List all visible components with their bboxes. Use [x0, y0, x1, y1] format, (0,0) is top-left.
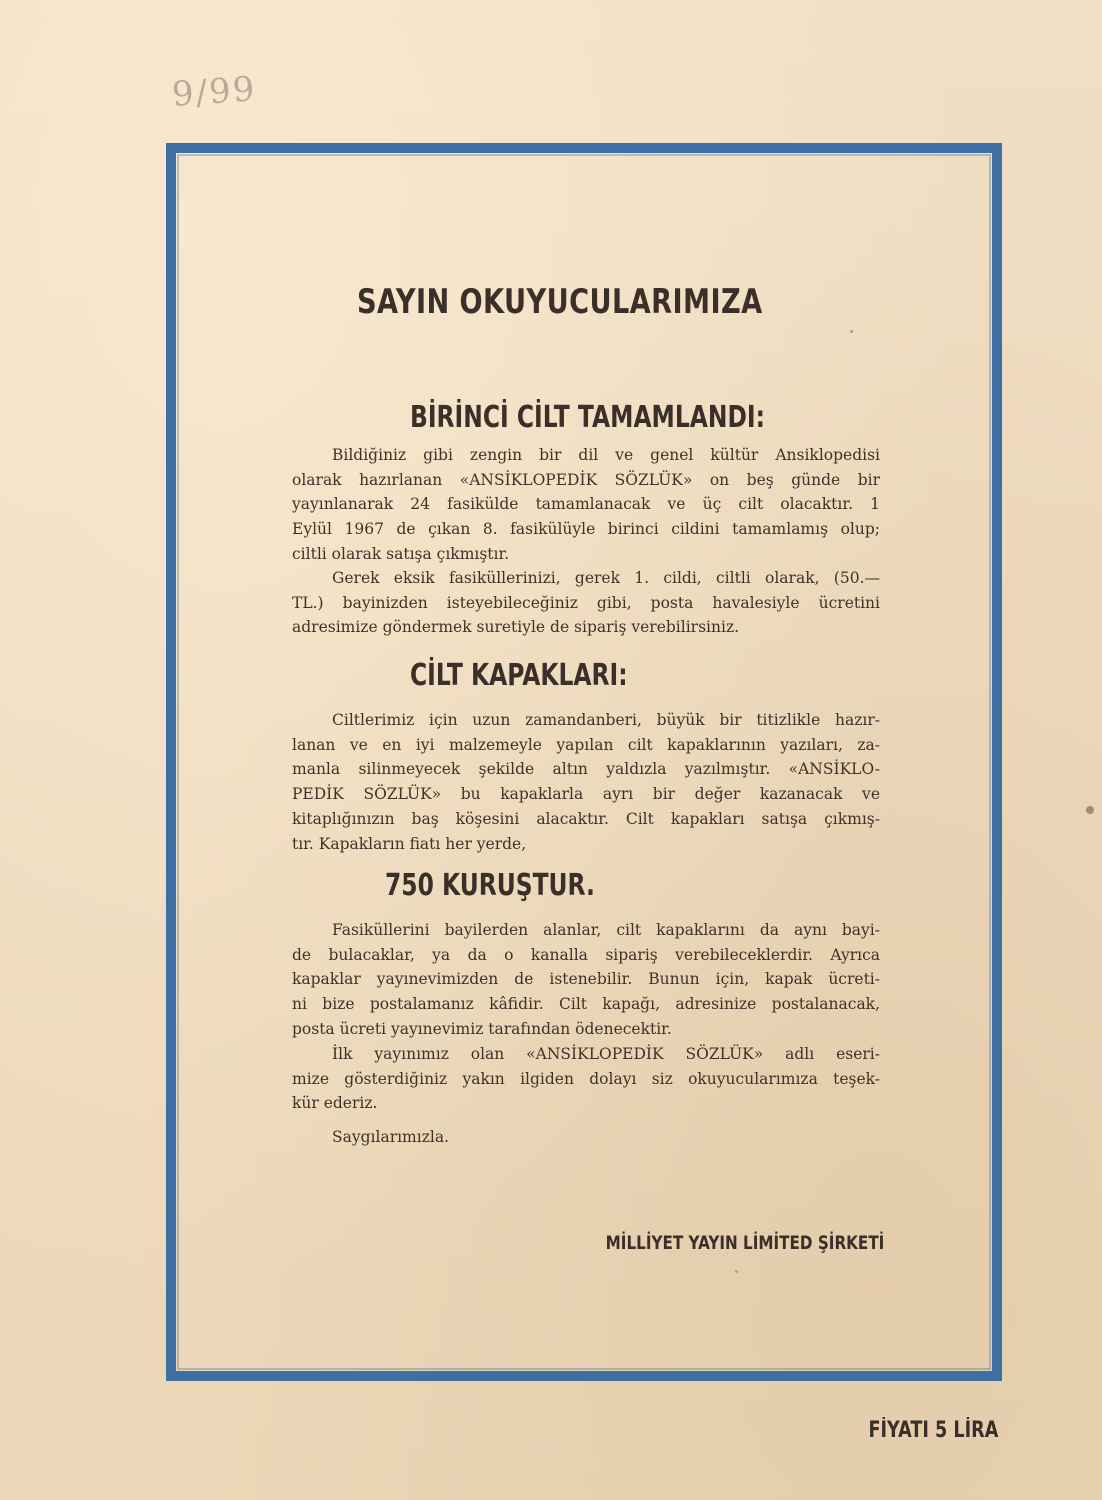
- text-line: de bulacaklar, ya da o kanalla sipariş verebileceklerdir. Ayrıca: [292, 945, 880, 964]
- text-line: İlk yayınımız olan «ANSİKLOPEDİK SÖZLÜK» adlı eseri-: [332, 1045, 880, 1063]
- text-line: posta ücreti yayınevimiz tarafından ödenecektir.: [292, 1019, 672, 1038]
- text-line: PEDİK SÖZLÜK» bu kapaklarla ayrı bir değer kazanacak ve: [292, 785, 880, 804]
- text-line: lanan ve en iyi malzemeyle yapılan cilt kapaklarının yazıları, za-: [292, 735, 880, 754]
- text-line: Bildiğiniz gibi zengin bir dil ve genel kültür Ansiklopedisi: [332, 446, 880, 464]
- text-line: Eylül 1967 de çıkan 8. fasikülüyle birinci cildini tamamlamış olup;: [292, 520, 880, 539]
- text-line: Gerek eksik fasiküllerinizi, gerek 1. cildi, ciltli olarak, (50.—: [332, 569, 880, 587]
- text-line: olarak hazırlanan «ANSİKLOPEDİK SÖZLÜK» on beş günde bir: [292, 470, 880, 489]
- text-line: mize gösterdiğiniz yakın ilgiden dolayı siz okuyucularımıza teşek-: [292, 1069, 880, 1088]
- text-line: adresimize göndermek suretiyle de sipariş verebilirsiniz.: [292, 618, 740, 637]
- closing-salutation: Saygılarımızla.: [332, 1128, 450, 1146]
- text-line: Fasiküllerini bayilerden alanlar, cilt kapaklarını da aynı bayi-: [332, 921, 880, 939]
- paragraph-ordering: [292, 566, 880, 640]
- paper-speck: [735, 1270, 738, 1273]
- paragraph-thanks: [292, 1042, 880, 1116]
- paragraph-first-volume: [292, 443, 880, 567]
- paragraph-dealers: [292, 918, 880, 1042]
- text-line: kitaplığınızın baş köşesini alacaktır. Cilt kapakları satışa çıkmış-: [292, 809, 880, 828]
- text-line: tır. Kapakların fiatı her yerde,: [292, 834, 527, 853]
- paper-speck: [1086, 806, 1094, 814]
- page-title: SAYIN OKUYUCULARIMIZA: [357, 282, 763, 322]
- text-line: kür ederiz.: [292, 1094, 378, 1113]
- publisher-signature: MİLLİYET YAYIN LİMİTED ŞİRKETİ: [605, 1232, 884, 1254]
- paragraph-covers: [292, 708, 880, 856]
- text-line: kapaklar yayınevimizden de istenebilir. Bunun için, kapak ücreti-: [292, 970, 880, 989]
- heading-first-volume: BİRİNCİ CİLT TAMAMLANDI:: [410, 400, 765, 435]
- text-line: ni bize postalamanız kâfidir. Cilt kapağı, adresinize postalanacak,: [292, 995, 880, 1014]
- heading-cover-price: 750 KURUŞTUR.: [385, 868, 595, 903]
- pencil-archive-note: 9/99: [170, 69, 258, 115]
- text-line: manla silinmeyecek şekilde altın yaldızla yazılmıştır. «ANSİKLO-: [292, 760, 880, 779]
- paper-speck: [850, 330, 853, 333]
- text-line: yayınlanarak 24 fasikülde tamamlanacak ve üç cilt olacaktır. 1: [292, 495, 880, 514]
- price-footer: FİYATI 5 LİRA: [868, 1418, 998, 1443]
- heading-covers: CİLT KAPAKLARI:: [410, 658, 628, 693]
- text-line: TL.) bayinizden isteyebileceğiniz gibi, posta havalesiyle ücretini: [292, 593, 880, 612]
- text-line: Ciltlerimiz için uzun zamandanberi, büyük bir titizlikle hazır-: [332, 711, 880, 729]
- text-line: ciltli olarak satışa çıkmıştır.: [292, 544, 510, 563]
